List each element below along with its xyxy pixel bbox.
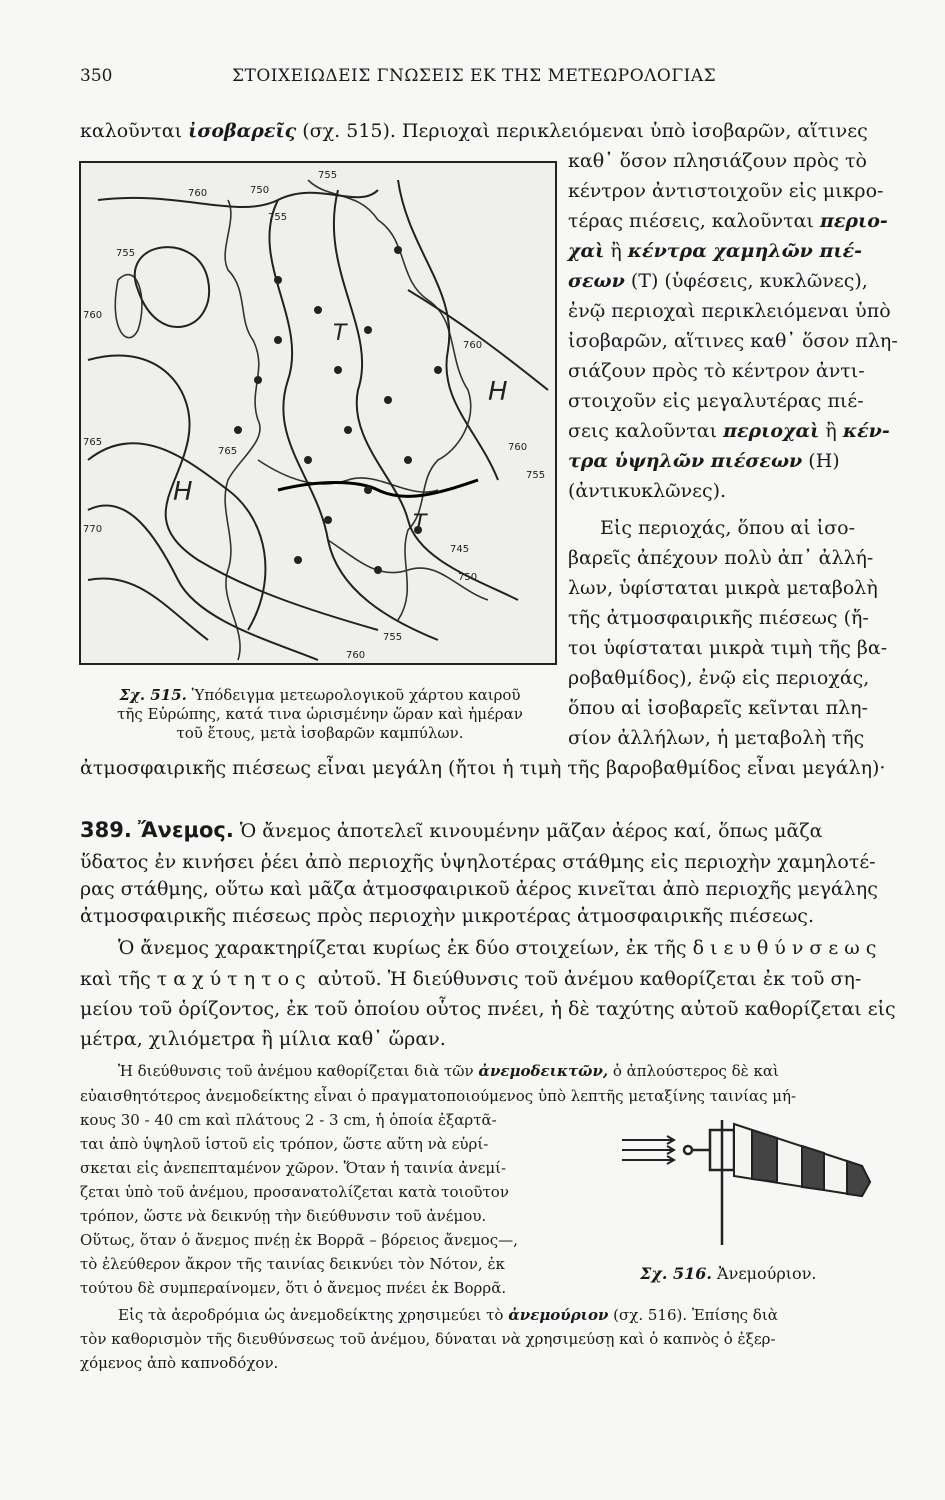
svg-text:770: 770	[83, 524, 103, 535]
windsock-figure	[612, 1110, 892, 1250]
svg-text:745: 745	[450, 544, 470, 555]
svg-text:760: 760	[463, 340, 483, 351]
svg-text:760: 760	[508, 442, 528, 453]
svg-text:755: 755	[383, 632, 403, 643]
svg-text:750: 750	[250, 185, 270, 196]
figure-516-caption: Σχ. 516. Ἀνεμούριον.	[640, 1264, 817, 1283]
label-low-south: Τ	[413, 511, 427, 536]
svg-text:765: 765	[83, 437, 103, 448]
label-high-west: Η	[173, 477, 193, 507]
windsock-bag	[734, 1124, 870, 1196]
page-number: 350	[80, 66, 113, 86]
svg-text:765: 765	[218, 446, 238, 457]
section-number: 389.	[80, 818, 132, 842]
intro-line-1: καλοῦνται ἰσοβαρεῖς (σχ. 515). Περιοχαὶ περικλειόμεναι ὑπὸ ἰσοβαρῶν, αἵτινες	[80, 120, 868, 142]
section-title: Ἄνεμος.	[137, 818, 234, 842]
windsock-pole	[684, 1120, 734, 1245]
svg-text:755: 755	[318, 170, 338, 181]
svg-text:760: 760	[346, 650, 366, 661]
svg-text:755: 755	[268, 212, 288, 223]
weather-map-figure	[78, 160, 558, 666]
running-title: ΣΤΟΙΧΕΙΩΔΕΙΣ ΓΝΩΣΕΙΣ ΕΚ ΤΗΣ ΜΕΤΕΩΡΟΛΟΓΙΑΣ	[232, 66, 717, 86]
svg-text:755: 755	[116, 248, 136, 259]
figure-515-caption: Σχ. 515. Ὑπόδειγμα μετεωρολογικοῦ χάρτου καιροῦ τῆς Εὐρώπης, κατά τινα ὡρισμένην ὥραν καὶ ἡμέραν τοῦ ἔτους, μετὰ ἰσοβαρῶν καμπύλων.	[117, 686, 523, 742]
svg-text:760: 760	[83, 310, 103, 321]
svg-text:760: 760	[188, 188, 208, 199]
map-frame	[80, 162, 556, 664]
svg-text:750: 750	[458, 572, 478, 583]
section-389-heading-line: 389. Ἄνεμος. Ὁ ἄνεμος ἀποτελεῖ κινουμένην μᾶζαν ἀέρος καί, ὅπως μᾶζα	[80, 818, 823, 842]
svg-text:755: 755	[526, 470, 546, 481]
label-low-north: Τ	[333, 321, 347, 346]
label-high-east: Η	[488, 377, 508, 407]
wind-arrows	[622, 1136, 674, 1164]
